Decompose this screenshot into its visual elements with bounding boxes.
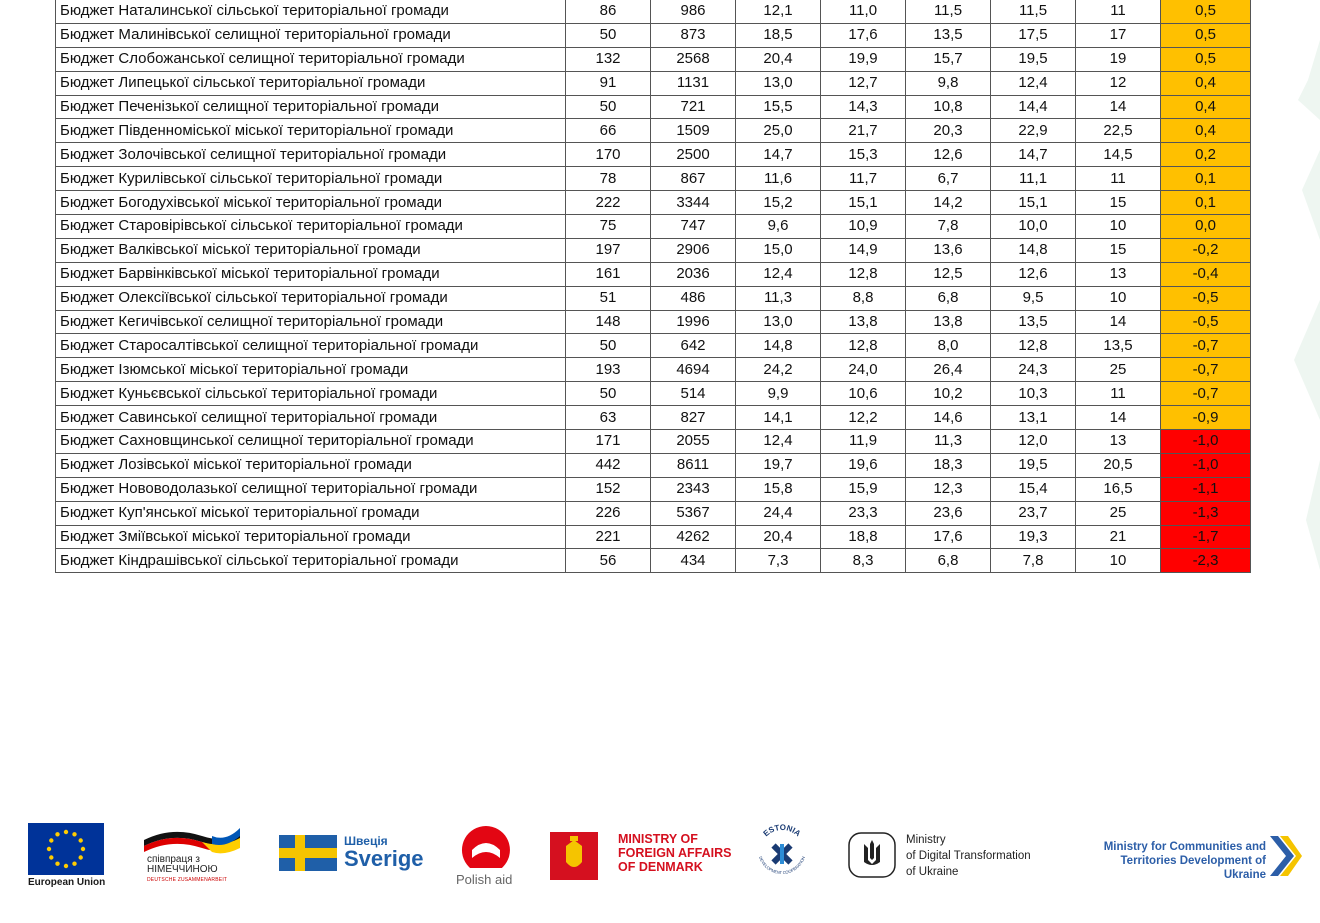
numeric-cell: 25,0 (736, 119, 821, 143)
budget-table (55, 0, 1251, 573)
numeric-cell: 8,3 (821, 549, 906, 573)
numeric-cell: 8611 (651, 453, 736, 477)
numeric-cell: 19 (1076, 47, 1161, 71)
germany-label (147, 855, 227, 885)
eu-star (81, 847, 85, 851)
digital-line2: of Digital Transformation (906, 850, 1031, 862)
numeric-cell: 22,9 (991, 119, 1076, 143)
change-value-cell: -0,5 (1161, 310, 1251, 334)
community-name-cell: Бюджет Старовірівської сільської територіальної громади (56, 215, 566, 239)
numeric-cell: 24,3 (991, 358, 1076, 382)
numeric-cell: 8,8 (821, 286, 906, 310)
numeric-cell: 486 (651, 286, 736, 310)
numeric-cell: 13,6 (906, 238, 991, 262)
change-value-cell: -0,4 (1161, 262, 1251, 286)
numeric-cell: 12,6 (906, 143, 991, 167)
community-name-cell: Бюджет Зміївської міської територіальної громади (56, 525, 566, 549)
sweden-line2: Sverige (344, 846, 424, 871)
estonia-top-text: ESTONIA (761, 822, 803, 839)
numeric-cell: 15,7 (906, 47, 991, 71)
numeric-cell: 152 (566, 477, 651, 501)
numeric-cell: 8,0 (906, 334, 991, 358)
numeric-cell: 10,8 (906, 95, 991, 119)
numeric-cell: 14,8 (736, 334, 821, 358)
numeric-cell: 15,2 (736, 191, 821, 215)
change-value-cell: 0,5 (1161, 0, 1251, 23)
numeric-cell: 25 (1076, 358, 1161, 382)
numeric-cell: 9,5 (991, 286, 1076, 310)
table-row (56, 430, 1251, 454)
table-row (56, 143, 1251, 167)
table-row (56, 71, 1251, 95)
numeric-cell: 10,2 (906, 382, 991, 406)
numeric-cell: 78 (566, 167, 651, 191)
table-row (56, 286, 1251, 310)
numeric-cell: 6,8 (906, 549, 991, 573)
numeric-cell: 13,5 (906, 23, 991, 47)
numeric-cell: 13,1 (991, 406, 1076, 430)
numeric-cell: 10 (1076, 215, 1161, 239)
numeric-cell: 63 (566, 406, 651, 430)
numeric-cell: 24,0 (821, 358, 906, 382)
table-row (56, 191, 1251, 215)
numeric-cell: 23,7 (991, 501, 1076, 525)
numeric-cell: 14 (1076, 95, 1161, 119)
numeric-cell: 24,4 (736, 501, 821, 525)
community-name-cell: Бюджет Наталинської сільської територіальної громади (56, 0, 566, 23)
table-row (56, 215, 1251, 239)
numeric-cell: 867 (651, 167, 736, 191)
community-name-cell: Бюджет Лозівської міської територіальної громади (56, 453, 566, 477)
ukraine-trident-icon (848, 832, 896, 878)
numeric-cell: 10,3 (991, 382, 1076, 406)
denmark-line1: MINISTRY OF (618, 832, 698, 846)
change-value-cell: -0,5 (1161, 286, 1251, 310)
numeric-cell: 11,3 (906, 430, 991, 454)
numeric-cell: 12,3 (906, 477, 991, 501)
numeric-cell: 747 (651, 215, 736, 239)
numeric-cell: 12,8 (821, 334, 906, 358)
change-value-cell: 0,4 (1161, 95, 1251, 119)
numeric-cell: 442 (566, 453, 651, 477)
table-row (56, 238, 1251, 262)
numeric-cell: 14,3 (821, 95, 906, 119)
numeric-cell: 170 (566, 143, 651, 167)
numeric-cell: 11,5 (906, 0, 991, 23)
numeric-cell: 13 (1076, 430, 1161, 454)
numeric-cell: 9,6 (736, 215, 821, 239)
numeric-cell: 14 (1076, 310, 1161, 334)
numeric-cell: 14,1 (736, 406, 821, 430)
numeric-cell: 11 (1076, 167, 1161, 191)
numeric-cell: 15,3 (821, 143, 906, 167)
change-value-cell: 0,1 (1161, 191, 1251, 215)
numeric-cell: 986 (651, 0, 736, 23)
denmark-line2: FOREIGN AFFAIRS (618, 846, 732, 860)
eu-star (49, 838, 53, 842)
community-name-cell: Бюджет Сахновщинської селищної територіальної громади (56, 430, 566, 454)
numeric-cell: 11 (1076, 382, 1161, 406)
estonia-bottom-text: DEVELOPMENT COOPERATION (758, 855, 806, 876)
numeric-cell: 11,9 (821, 430, 906, 454)
numeric-cell: 1131 (651, 71, 736, 95)
numeric-cell: 12,7 (821, 71, 906, 95)
change-value-cell: 0,4 (1161, 119, 1251, 143)
community-name-cell: Бюджет Куп'янської міської територіальної громади (56, 501, 566, 525)
numeric-cell: 25 (1076, 501, 1161, 525)
table-row (56, 23, 1251, 47)
denmark-crest-icon (550, 832, 598, 880)
decorative-shape (1280, 40, 1320, 600)
numeric-cell: 13,5 (1076, 334, 1161, 358)
community-name-cell: Бюджет Слобожанської селищної територіальної громади (56, 47, 566, 71)
community-name-cell: Бюджет Малинівської селищної територіальної громади (56, 23, 566, 47)
numeric-cell: 16,5 (1076, 477, 1161, 501)
numeric-cell: 51 (566, 286, 651, 310)
numeric-cell: 18,5 (736, 23, 821, 47)
change-value-cell: -1,0 (1161, 453, 1251, 477)
change-value-cell: 0,1 (1161, 167, 1251, 191)
numeric-cell: 132 (566, 47, 651, 71)
numeric-cell: 7,8 (991, 549, 1076, 573)
numeric-cell: 14,5 (1076, 143, 1161, 167)
change-value-cell: -1,1 (1161, 477, 1251, 501)
numeric-cell: 24,2 (736, 358, 821, 382)
numeric-cell: 12,1 (736, 0, 821, 23)
numeric-cell: 6,7 (906, 167, 991, 191)
numeric-cell: 827 (651, 406, 736, 430)
numeric-cell: 221 (566, 525, 651, 549)
numeric-cell: 12 (1076, 71, 1161, 95)
numeric-cell: 171 (566, 430, 651, 454)
numeric-cell: 20,3 (906, 119, 991, 143)
numeric-cell: 15,4 (991, 477, 1076, 501)
digital-ministry-label (906, 832, 1031, 880)
community-name-cell: Бюджет Південноміської міської територіальної громади (56, 119, 566, 143)
communities-line1: Ministry for Communities and (1103, 841, 1266, 853)
table-row (56, 453, 1251, 477)
numeric-cell: 13,5 (991, 310, 1076, 334)
community-name-cell: Бюджет Савинської селищної територіальної громади (56, 406, 566, 430)
numeric-cell: 2568 (651, 47, 736, 71)
numeric-cell: 15,1 (821, 191, 906, 215)
numeric-cell: 873 (651, 23, 736, 47)
numeric-cell: 17,6 (821, 23, 906, 47)
numeric-cell: 18,3 (906, 453, 991, 477)
eu-star (64, 864, 68, 868)
numeric-cell: 1996 (651, 310, 736, 334)
community-name-cell: Бюджет Валківської міської територіальної громади (56, 238, 566, 262)
numeric-cell: 11,0 (821, 0, 906, 23)
numeric-cell: 86 (566, 0, 651, 23)
sponsor-logos (0, 820, 1320, 895)
numeric-cell: 15,9 (821, 477, 906, 501)
change-value-cell: 0,4 (1161, 71, 1251, 95)
numeric-cell: 14 (1076, 406, 1161, 430)
numeric-cell: 50 (566, 23, 651, 47)
community-name-cell: Бюджет Олексіївської сільської територіальної громади (56, 286, 566, 310)
numeric-cell: 14,4 (991, 95, 1076, 119)
change-value-cell: -1,0 (1161, 430, 1251, 454)
sweden-flag-icon (279, 835, 337, 871)
budget-table-wrapper (55, 0, 1251, 573)
numeric-cell: 26,4 (906, 358, 991, 382)
community-name-cell: Бюджет Богодухівської міської територіальної громади (56, 191, 566, 215)
numeric-cell: 22,5 (1076, 119, 1161, 143)
numeric-cell: 17,5 (991, 23, 1076, 47)
numeric-cell: 12,8 (991, 334, 1076, 358)
numeric-cell: 10,9 (821, 215, 906, 239)
eu-star (49, 855, 53, 859)
numeric-cell: 10 (1076, 549, 1161, 573)
numeric-cell: 11,5 (991, 0, 1076, 23)
numeric-cell: 514 (651, 382, 736, 406)
svg-text:ESTONIA (762, 823, 803, 838)
numeric-cell: 50 (566, 334, 651, 358)
change-value-cell: 0,2 (1161, 143, 1251, 167)
numeric-cell: 10 (1076, 286, 1161, 310)
table-row (56, 334, 1251, 358)
germany-line2: НІМЕЧЧИНОЮ (147, 864, 218, 875)
eu-star (72, 832, 76, 836)
numeric-cell: 75 (566, 215, 651, 239)
numeric-cell: 12,6 (991, 262, 1076, 286)
change-value-cell: 0,0 (1161, 215, 1251, 239)
numeric-cell: 13 (1076, 262, 1161, 286)
numeric-cell: 12,0 (991, 430, 1076, 454)
polish-aid-icon (458, 824, 514, 868)
numeric-cell: 10,0 (991, 215, 1076, 239)
table-row (56, 167, 1251, 191)
community-name-cell: Бюджет Нововодолазької селищної територіальної громади (56, 477, 566, 501)
numeric-cell: 20,5 (1076, 453, 1161, 477)
numeric-cell: 11 (1076, 0, 1161, 23)
numeric-cell: 21 (1076, 525, 1161, 549)
numeric-cell: 9,9 (736, 382, 821, 406)
change-value-cell: -0,2 (1161, 238, 1251, 262)
eu-star (79, 855, 83, 859)
eu-star (64, 830, 68, 834)
numeric-cell: 23,3 (821, 501, 906, 525)
numeric-cell: 14,9 (821, 238, 906, 262)
eu-star (55, 832, 59, 836)
numeric-cell: 23,6 (906, 501, 991, 525)
numeric-cell: 15 (1076, 238, 1161, 262)
numeric-cell: 9,8 (906, 71, 991, 95)
numeric-cell: 197 (566, 238, 651, 262)
numeric-cell: 12,4 (991, 71, 1076, 95)
change-value-cell: -0,7 (1161, 382, 1251, 406)
table-row (56, 501, 1251, 525)
numeric-cell: 12,2 (821, 406, 906, 430)
numeric-cell: 91 (566, 71, 651, 95)
table-row (56, 119, 1251, 143)
table-row (56, 382, 1251, 406)
community-name-cell: Бюджет Печенізької селищної територіальної громади (56, 95, 566, 119)
table-row (56, 549, 1251, 573)
germany-line3: DEUTSCHE ZUSAMMENARBEIT (147, 877, 228, 883)
numeric-cell: 13,8 (906, 310, 991, 334)
community-name-cell: Бюджет Старосалтівської селищної територіальної громади (56, 334, 566, 358)
table-row (56, 477, 1251, 501)
numeric-cell: 148 (566, 310, 651, 334)
numeric-cell: 14,2 (906, 191, 991, 215)
numeric-cell: 721 (651, 95, 736, 119)
change-value-cell: -2,3 (1161, 549, 1251, 573)
table-row (56, 262, 1251, 286)
numeric-cell: 13,0 (736, 310, 821, 334)
eu-star (72, 862, 76, 866)
numeric-cell: 17,6 (906, 525, 991, 549)
community-name-cell: Бюджет Куньєвської сільської територіальної громади (56, 382, 566, 406)
table-row (56, 406, 1251, 430)
numeric-cell: 13,0 (736, 71, 821, 95)
numeric-cell: 15 (1076, 191, 1161, 215)
numeric-cell: 14,7 (736, 143, 821, 167)
numeric-cell: 642 (651, 334, 736, 358)
estonia-dev-coop-icon (752, 820, 812, 882)
numeric-cell: 12,5 (906, 262, 991, 286)
numeric-cell: 12,4 (736, 262, 821, 286)
digital-line1: Ministry (906, 834, 946, 846)
numeric-cell: 193 (566, 358, 651, 382)
numeric-cell: 14,8 (991, 238, 1076, 262)
numeric-cell: 13,8 (821, 310, 906, 334)
table-row (56, 310, 1251, 334)
change-value-cell: -1,7 (1161, 525, 1251, 549)
denmark-label (618, 832, 731, 874)
change-value-cell: 0,5 (1161, 23, 1251, 47)
table-row (56, 358, 1251, 382)
numeric-cell: 4694 (651, 358, 736, 382)
eu-label: European Union (28, 877, 106, 888)
germany-line1: співпраця з (147, 854, 200, 865)
numeric-cell: 19,5 (991, 47, 1076, 71)
numeric-cell: 1509 (651, 119, 736, 143)
numeric-cell: 2055 (651, 430, 736, 454)
change-value-cell: -0,7 (1161, 358, 1251, 382)
numeric-cell: 20,4 (736, 525, 821, 549)
numeric-cell: 434 (651, 549, 736, 573)
numeric-cell: 7,8 (906, 215, 991, 239)
communities-line2: Territories Development of Ukraine (1120, 855, 1266, 881)
community-name-cell: Бюджет Кегичівської селищної територіальної громади (56, 310, 566, 334)
numeric-cell: 11,1 (991, 167, 1076, 191)
eu-star (55, 862, 59, 866)
numeric-cell: 19,3 (991, 525, 1076, 549)
numeric-cell: 19,9 (821, 47, 906, 71)
numeric-cell: 6,8 (906, 286, 991, 310)
eu-star (79, 838, 83, 842)
table-row (56, 95, 1251, 119)
numeric-cell: 226 (566, 501, 651, 525)
numeric-cell: 56 (566, 549, 651, 573)
numeric-cell: 12,4 (736, 430, 821, 454)
numeric-cell: 19,5 (991, 453, 1076, 477)
numeric-cell: 15,0 (736, 238, 821, 262)
numeric-cell: 5367 (651, 501, 736, 525)
community-name-cell: Бюджет Липецької сільської територіальної громади (56, 71, 566, 95)
numeric-cell: 4262 (651, 525, 736, 549)
numeric-cell: 15,8 (736, 477, 821, 501)
numeric-cell: 21,7 (821, 119, 906, 143)
numeric-cell: 2036 (651, 262, 736, 286)
numeric-cell: 3344 (651, 191, 736, 215)
table-row (56, 0, 1251, 23)
denmark-line3: OF DENMARK (618, 860, 703, 874)
polish-aid-label: Polish aid (456, 872, 513, 887)
community-name-cell: Бюджет Кіндрашівської сільської територіальної громади (56, 549, 566, 573)
sweden-line1: Швеція (344, 834, 388, 848)
numeric-cell: 11,7 (821, 167, 906, 191)
numeric-cell: 18,8 (821, 525, 906, 549)
change-value-cell: 0,5 (1161, 47, 1251, 71)
change-value-cell: -1,3 (1161, 501, 1251, 525)
change-value-cell: -0,9 (1161, 406, 1251, 430)
community-name-cell: Бюджет Курилівської сільської територіальної громади (56, 167, 566, 191)
numeric-cell: 19,7 (736, 453, 821, 477)
numeric-cell: 161 (566, 262, 651, 286)
numeric-cell: 20,4 (736, 47, 821, 71)
numeric-cell: 17 (1076, 23, 1161, 47)
numeric-cell: 14,7 (991, 143, 1076, 167)
community-name-cell: Бюджет Барвінківської міської територіальної громади (56, 262, 566, 286)
communities-ministry-label (1078, 840, 1266, 882)
numeric-cell: 14,6 (906, 406, 991, 430)
numeric-cell: 19,6 (821, 453, 906, 477)
table-row (56, 47, 1251, 71)
numeric-cell: 66 (566, 119, 651, 143)
numeric-cell: 50 (566, 95, 651, 119)
numeric-cell: 11,3 (736, 286, 821, 310)
community-name-cell: Бюджет Золочівської селищної територіальної громади (56, 143, 566, 167)
numeric-cell: 222 (566, 191, 651, 215)
eu-star (47, 847, 51, 851)
numeric-cell: 10,6 (821, 382, 906, 406)
change-value-cell: -0,7 (1161, 334, 1251, 358)
communities-arrow-icon (1268, 834, 1304, 878)
numeric-cell: 15,5 (736, 95, 821, 119)
numeric-cell: 2343 (651, 477, 736, 501)
eu-flag-icon (28, 823, 104, 875)
numeric-cell: 2906 (651, 238, 736, 262)
germany-flag-icon (142, 826, 242, 856)
numeric-cell: 50 (566, 382, 651, 406)
community-name-cell: Бюджет Ізюмської міської територіальної громади (56, 358, 566, 382)
numeric-cell: 11,6 (736, 167, 821, 191)
numeric-cell: 2500 (651, 143, 736, 167)
table-row (56, 525, 1251, 549)
numeric-cell: 12,8 (821, 262, 906, 286)
digital-line3: of Ukraine (906, 866, 959, 878)
numeric-cell: 15,1 (991, 191, 1076, 215)
numeric-cell: 7,3 (736, 549, 821, 573)
